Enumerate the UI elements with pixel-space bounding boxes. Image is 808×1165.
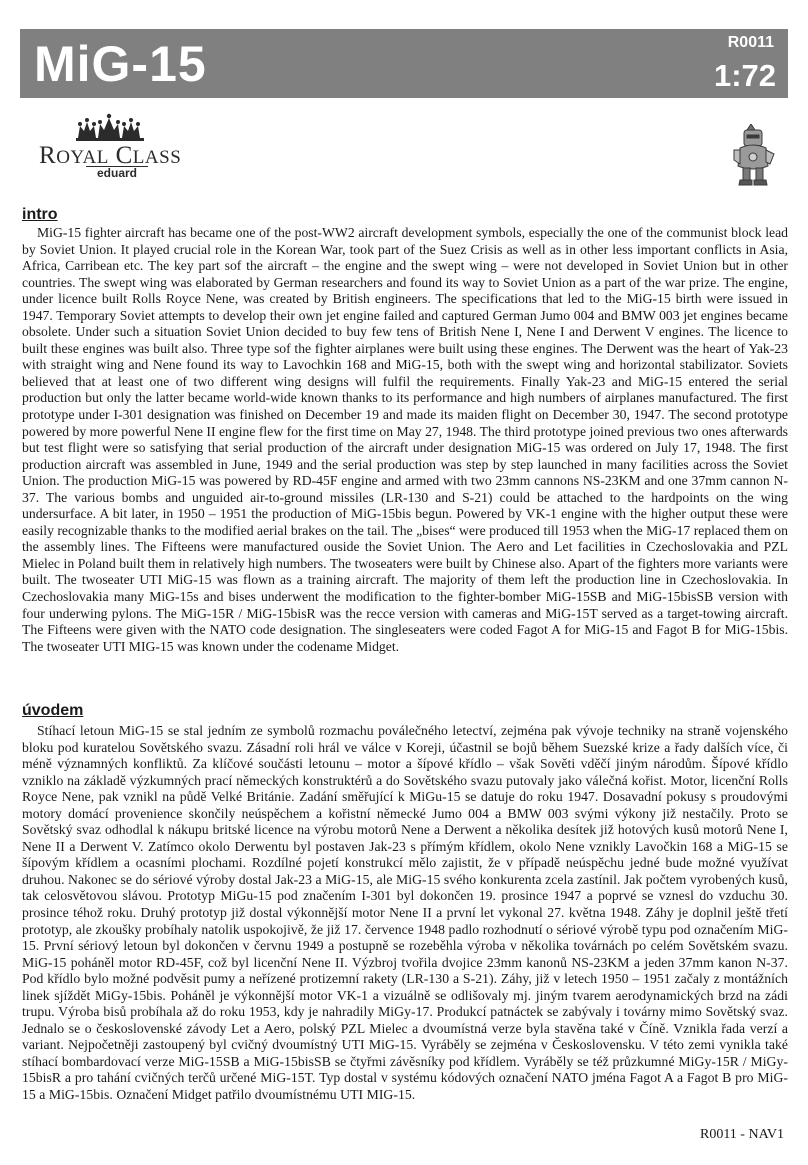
brand-initial-r: R xyxy=(39,142,57,169)
intro-heading: intro xyxy=(22,206,58,223)
brand-initial-c: C xyxy=(115,142,133,169)
header-banner xyxy=(20,29,788,98)
brand-word-oyal: OYAL xyxy=(56,147,109,168)
kit-scale: 1:72 xyxy=(713,58,776,93)
czech-paragraph: Stíhací letoun MiG-15 se stal jedním ze symbolů rozmachu poválečného letectví, zejména pak vývoje techniky na straně vojenského bloku pod kuratelou Sovětského svazu. Zásadní roli hrál ve válce v Koreji, účastnil se bojů během Suezské krize a řady dalších více, či méně významných konfliktů. Za klíčové součásti letounu – motor a šípové křídlo – však Sověti vděčí jiným národům. Šípové křídlo vzniklo na základě výzkumných prací německých konstruktérů a do Sovětského svazu putovaly jako válečná kořist. Motor, licenční Rolls Royce Nene, pak vznikl na půdě Velké Británie. Zadání směřující k MiGu-15 se datuje do roku 1947. Dosavadní pokusy s proudovými motory domácí provenience skončily neúspěchem a kořistní německé Jumo 004 a BMW 003 svými výkony již nestačily. Proto se Sovětský svaz odhodlal k nákupu britské licence na výrobu motorů Nene a Derwent a několika desítek již hotových kusů motorů Nene I, Nene II a Derwent V. Zatímco okolo Derwentu byl postaven Jak-23 s přímým křídlem, okolo Nene vznikly Lavočkin 168 a MiG-15 se šípovým křídlem a ocasními plochami. Rozdílné pojetí konstrukcí mělo zajistit, že v případě neúspěchu jedné bude možné využívat druhou. Nakonec se do sériové výroby dostal Jak-23 a MiG-15, ale MiG-15 svého konkurenta zcela zastínil. Jak počtem vyrobených kusů, tak celosvětovou slávou. Prototyp MiGu-15 pod značením I-301 byl dokončen 19. prosince 1947 a poprvé se vznesl do vzduchu 30. prosince téhož roku. Druhý prototyp již dostal výkonnější motor Nene II a první let vykonal 27. května 1948. Záhy je doplnil ještě třetí prototyp, ale zkoušky probíhaly natolik uspokojivě, že již 17. července 1948 padlo rozhodnutí o sériové výrobě typu pod označením MiG-15. První sériový letoun byl dokončen v červnu 1949 a postupně se rozeběhla výroba v několika továrnách po celém Sovětském svazu. MiG-15 poháněl motor RD-45F, což byl licenční Nene II. Výzbroj tvořila dvojice 23mm kanonů NS-23KM a jeden 37mm kanon N-37. Pod křídlo bylo možné podvěsit pumy a neřízené protizemní rakety (LR-130 a S-21). Záhy, již v letech 1950 – 1951 začaly z montážních linek sjíždět MiGy-15bis. Poháněl je výkonnější motor VK-1 a vizuálně se odlišovaly mj. jiným tvarem aerodynamických brzd na zádi trupu. Výroba bisů probíhala až do roku 1953, kdy je nahradily MiGy-17. Produkcí patnáctek se zabývaly i továrny mimo Sovětský svaz. Jednalo se o československé závody Let a Aero, polský PZL Mielec a dvoumístná verze byla stavěna také v Číně. Vznikla řada verzí a variant. Nejpočetněji zastoupený byl cvičný dvoumístný UTI MiG-15. Vyráběly se zejména v Československu. V této zemi vynikla také stíhací bombardovací verze MiG-15SB a MiG-15bisSB se čtyřmi závěsníky pod křídlem. Vyráběly se též průzkumné MiGy-15R / MiGy-15bisR a pro tahání cvičných terčů určené MiG-15T. Typ dostal v systému kódových označení NATO jména Fagot A a Fagot B pro MiG-15 a MiG-15bis. Označení Midget patřilo dvoumístnému UTI MIG-15. xyxy=(22,723,788,1103)
brand-word-lass: LASS xyxy=(132,147,182,168)
brand-sub: eduard xyxy=(86,166,148,180)
page-code-footer: R0011 - NAV1 xyxy=(699,1127,784,1142)
knight-mascot-icon xyxy=(730,124,776,186)
royal-class-logo xyxy=(30,108,200,180)
czech-heading: úvodem xyxy=(22,702,84,719)
kit-title: MiG-15 xyxy=(34,36,207,92)
intro-paragraph: MiG-15 fighter aircraft has became one of the post-WW2 aircraft development symbols, especially the one of the communist block lead by Soviet Union. It played crucial role in the Korean War, took part of the Suez Crisis as well as in other less important conflicts in Asia, Africa, Carribean etc. The key part sof the aircraft – the engine and the swept wing – were not developed in Soviet Union but in other countries. The swept wing was elaborated by German researchers and found its way to Soviet Union as a part of the war prize. The engine, under licence built Rolls Royce Nene, was created by British engineers. The specifications that led to the MiG-15 birth were issued in 1947. Temporary Soviet attempts to develop their own jet engine failed and captured German Jumo 004 and BMW 003 jet engines became obsolete. Under such a situation Soviet Union decided to buy few tens of British Nene I, Nene I and Derwent V engines. The licence to built these engines was built also. Three type sof the fighter airplanes were built using these engines. The Derwent was the heart of Yak-23 with straight wing and Nene found its way to Lavochkin 168 and MiG-15, both with the swept wing and horizontal stabilizator. Soviets believed that at least one of two different wing designs will fulfil the requirements. Finally Yak-23 and MiG-15 entered the serial production but only the latter became world-wide known thanks to its performance and high numbers of airplanes manufactured. The first prototype under I-301 designation was finished on December 19 and made its maiden flight on December 30, 1947. The second prototype powered by more powerful Nene II engine flew for the first time on May 27, 1948. The third prototype joined previous two ones afterwards but test flight were so satisfying that serial production of the aircraft under designation MiG-15 was ordered on July 17, 1948. The first production aircraft was assembled in June, 1949 and the serial production was step by step launched in many facilities across the Soviet Union. The production MiG-15 was powered by RD-45F engine and armed with two 23mm cannons NS-23KM and one 37mm cannon N-37. The various bombs and unguided air-to-ground missiles (LR-130 and S-21) could be attached to the hardpoints on the wing undersurface. A bit later, in 1950 – 1951 the production of MiG-15bis begun. Powered by VK-1 engine with the higher output these were easily recognizable thanks to the modified aerial brakes on the tail. The „bises“ were produced till 1953 when the MiG-17 replaced them on the assembly lines. The Fifteens were manufactured ouside the Soviet Union. The Aero and Let facilities in Czechoslovakia and PZL Mielec in Poland built them in relatively high numbers. The twoseaters were built by Chinese also. Apart of the fighters more variants were built. The twoseater UTI MiG-15 was flown as a training aircraft. The majority of them left the production line in Czechoslovakia. In Czechoslovakia many MiG-15s and bises underwent the modification to the fighter-bomber MiG-15SB and MiG-15bisSB version with four underwing pylons. The MiG-15R / MiG-15bisR was the recce version with cameras and MiG-15T served as a target-towing aircraft. The Fifteens were given with the NATO code designation. The singleseaters were coded Fagot A for MiG-15 and Fagot B for MiG-15bis. The twoseater UTI MIG-15 was known under the codename Midget. xyxy=(22,225,788,654)
product-code: R0011 xyxy=(727,34,774,51)
crowns-icon xyxy=(76,112,156,142)
